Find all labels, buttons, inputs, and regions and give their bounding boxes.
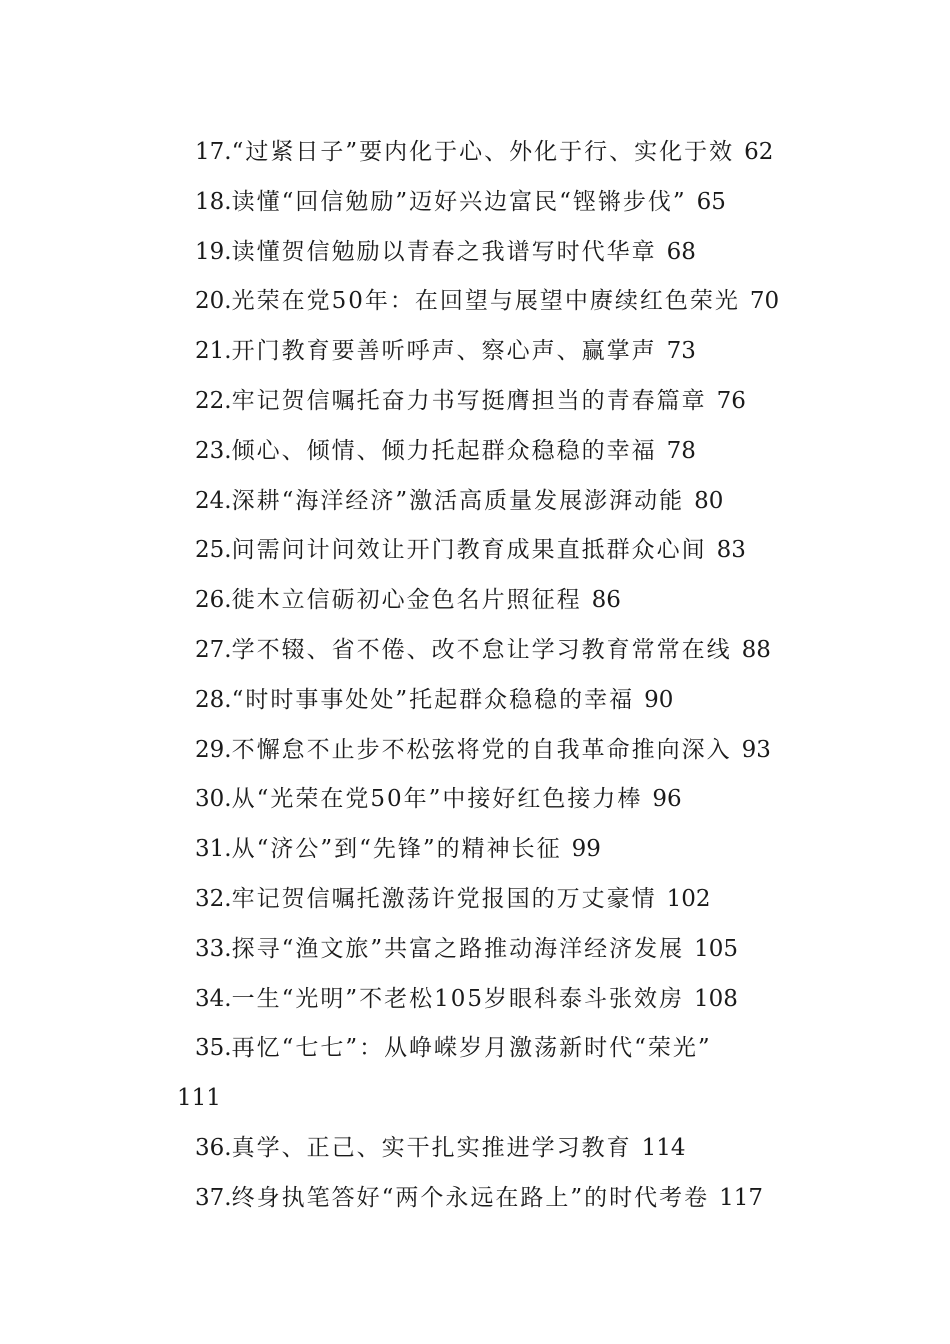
toc-entry-title: 学不辍、省不倦、改不怠让学习教育常常在线 xyxy=(231,636,732,663)
toc-entry[interactable] xyxy=(195,581,835,631)
toc-entry[interactable] xyxy=(195,482,835,532)
toc-entry-number: 18. xyxy=(195,188,232,215)
toc-entry-number: 20. xyxy=(195,288,232,315)
toc-entry-number: 32. xyxy=(195,885,232,912)
toc-entry-page: 96 xyxy=(652,786,682,813)
toc-entry-title: 一生“光明”不老松105岁眼科泰斗张效房 xyxy=(231,985,684,1012)
toc-entry[interactable] xyxy=(195,332,835,382)
toc-entry-number: 37. xyxy=(195,1184,232,1211)
toc-entry-title: 徙木立信砺初心金色名片照征程 xyxy=(231,587,582,614)
toc-entry-page: 86 xyxy=(591,587,621,614)
toc-entry-page: 62 xyxy=(744,139,774,165)
toc-entry-number: 31. xyxy=(195,836,232,863)
toc-entry-page: 105 xyxy=(694,935,739,962)
toc-entry-number: 25. xyxy=(195,537,232,564)
toc-entry-page: 65 xyxy=(696,188,726,215)
toc-entry[interactable] xyxy=(195,830,835,880)
toc-entry-title: 探寻“渔文旅”共富之路推动海洋经济发展 xyxy=(231,935,685,962)
toc-entry[interactable] xyxy=(195,731,835,781)
toc-entry[interactable] xyxy=(195,282,835,332)
toc-entry-number: 21. xyxy=(195,338,232,365)
toc-entry-page: 114 xyxy=(641,1134,686,1161)
toc-entry-number: 28. xyxy=(195,686,232,713)
toc-entry-title: 从“济公”到“先锋”的精神长征 xyxy=(231,836,562,863)
toc-entry[interactable] xyxy=(195,930,835,980)
toc-entry-number: 26. xyxy=(195,587,232,614)
toc-entry-page: 111 xyxy=(177,1085,221,1112)
toc-entry[interactable] xyxy=(195,980,835,1030)
toc-entry-title: “时时事事处处”托起群众稳稳的幸福 xyxy=(231,686,635,713)
toc-entry-number: 24. xyxy=(195,487,232,514)
toc-entry-title: 再忆“七七”：从峥嵘岁月激荡新时代“荣光” xyxy=(231,1035,712,1062)
toc-entry-number: 22. xyxy=(195,387,232,414)
toc-entry-number: 19. xyxy=(195,238,232,265)
toc-entry-title: 真学、正己、实干扎实推进学习教育 xyxy=(231,1134,632,1161)
toc-entry[interactable] xyxy=(195,133,835,183)
toc-entry-title: 牢记贺信嘱托激荡许党报国的万丈豪情 xyxy=(231,885,657,912)
toc-entry-number: 23. xyxy=(195,437,232,464)
toc-entry-number: 27. xyxy=(195,636,232,663)
toc-entry[interactable] xyxy=(195,1129,835,1179)
toc-entry-page: 108 xyxy=(694,985,738,1012)
toc-entry-title: 倾心、倾情、倾力托起群众稳稳的幸福 xyxy=(231,437,657,464)
toc-entry-page: 88 xyxy=(741,636,771,663)
toc-entry[interactable] xyxy=(195,382,835,432)
toc-entry[interactable] xyxy=(195,1179,835,1229)
toc-entry[interactable] xyxy=(195,531,835,581)
toc-entry-title: 牢记贺信嘱托奋力书写挺膺担当的青春篇章 xyxy=(231,387,707,414)
toc-entry-number: 30. xyxy=(195,786,232,813)
toc-entry-title: 开门教育要善听呼声、察心声、赢掌声 xyxy=(231,338,657,365)
toc-entry-title: 读懂“回信勉励”迈好兴边富民“铿锵步伐” xyxy=(231,188,687,215)
toc-entry-page: 80 xyxy=(694,487,724,514)
toc-entry-title: 深耕“海洋经济”激活高质量发展澎湃动能 xyxy=(231,487,685,514)
toc-entry-page: 93 xyxy=(741,736,771,763)
toc-entry[interactable] xyxy=(195,780,835,830)
toc-entry-title: 从“光荣在党50年”中接好红色接力棒 xyxy=(231,786,643,813)
toc-entry-title: 问需问计问效让开门教育成果直抵群众心间 xyxy=(231,537,707,564)
toc-entry-page: 76 xyxy=(716,387,746,414)
toc-entry-number: 17. xyxy=(195,139,232,165)
toc-entry[interactable] xyxy=(195,681,835,731)
toc-entry-number: 29. xyxy=(195,736,232,763)
toc-entry-title: 读懂贺信勉励以青春之我谱写时代华章 xyxy=(231,238,657,265)
toc-entry-page: 83 xyxy=(716,537,746,564)
toc-entry-number: 33. xyxy=(195,935,232,962)
toc-entry[interactable] xyxy=(195,631,835,681)
toc-entry-title: 不懈怠不止步不松弦将党的自我革命推向深入 xyxy=(231,736,732,763)
toc-entry[interactable] xyxy=(195,432,835,482)
toc-entry-page: 99 xyxy=(571,836,601,863)
toc-entry-title: “过紧日子”要内化于心、外化于行、实化于效 xyxy=(231,139,735,165)
toc-entry-page: 90 xyxy=(644,686,674,713)
toc-entry-title: 终身执笔答好“两个永远在路上”的时代考卷 xyxy=(231,1184,710,1211)
toc-entry[interactable] xyxy=(177,1029,835,1112)
toc-entry-page: 70 xyxy=(749,288,780,315)
toc-entry[interactable] xyxy=(195,233,835,283)
toc-entry-page: 102 xyxy=(666,885,711,912)
toc-entry-number: 35. xyxy=(195,1035,232,1062)
toc-entry[interactable] xyxy=(195,880,835,930)
toc-entry-page: 68 xyxy=(666,238,696,265)
toc-entry[interactable] xyxy=(195,183,835,233)
table-of-contents xyxy=(177,133,835,1229)
toc-entry-number: 36. xyxy=(195,1134,232,1161)
toc-entry-page: 78 xyxy=(666,437,696,464)
toc-entry-page: 73 xyxy=(666,338,696,365)
toc-entry-page: 117 xyxy=(719,1184,764,1211)
toc-entry-number: 34. xyxy=(195,985,232,1012)
toc-entry-title: 光荣在党50年：在回望与展望中赓续红色荣光 xyxy=(231,288,740,315)
